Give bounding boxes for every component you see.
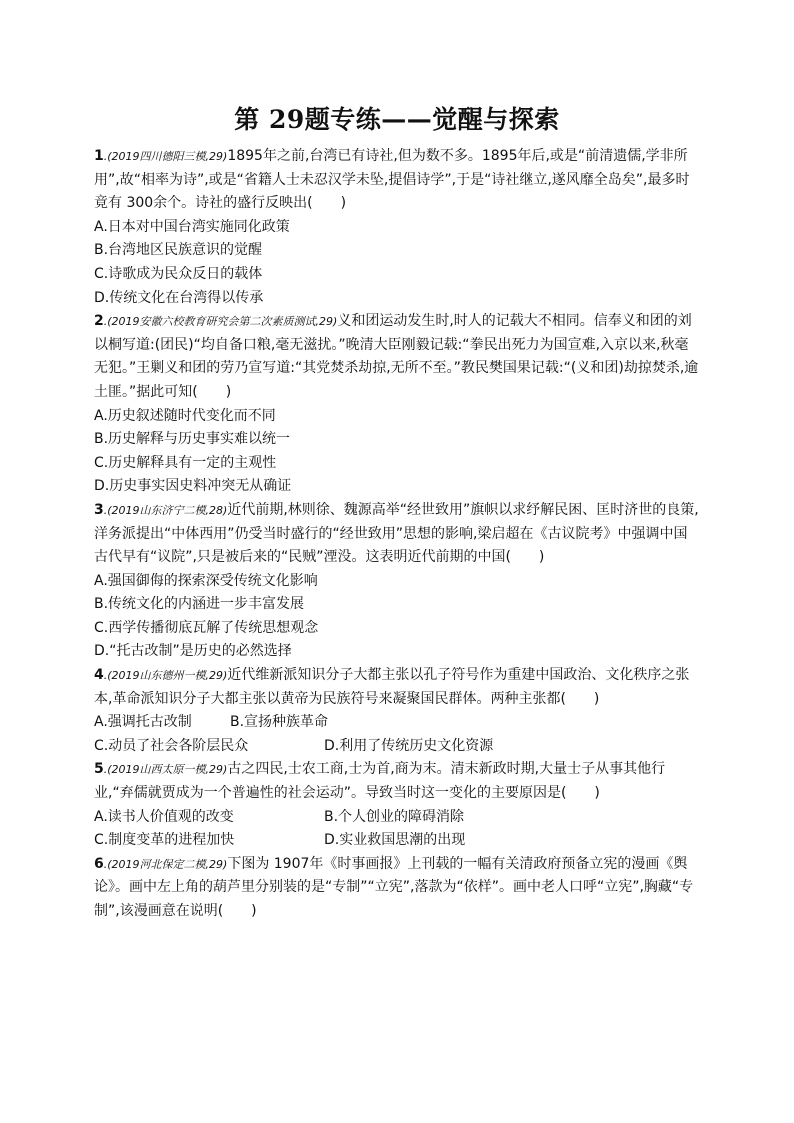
option-2d[interactable]: D.历史事实因史料冲突无从确证	[94, 478, 292, 495]
option-2c[interactable]: C.历史解释具有一定的主观性	[94, 454, 277, 471]
title-suffix: 题专练——觉醒与探索	[304, 105, 560, 134]
question-source: .(2019山西太原一模,29)	[103, 763, 228, 777]
option-row	[94, 711, 700, 735]
question-source: .(2019四川德阳三模,29)	[103, 150, 228, 163]
question-number: 3	[94, 501, 104, 518]
option-5d[interactable]: D.实业救国思潮的出现	[324, 832, 466, 849]
option-row	[94, 735, 700, 759]
option-3c[interactable]: C.西学传播彻底瓦解了传统思想观念	[94, 619, 319, 636]
question-2	[94, 310, 700, 404]
question-text: 古之四民,士农工商,士为首,商为末。清末新政时期,大量士子从事其他行业,“弃儒就贾成为一个普遍性的社会运动”。导致当时这一变化的主要原因是( )	[94, 761, 666, 802]
option-5c[interactable]: C.制度变革的进程加快	[94, 832, 235, 849]
option-1c[interactable]: C.诗歌成为民众反日的载体	[94, 265, 263, 282]
option-4d[interactable]: D.利用了传统历史文化资源	[324, 737, 494, 754]
question-list	[94, 145, 700, 924]
question-number: 2	[94, 313, 104, 330]
question-6	[94, 853, 700, 924]
question-number: 1	[94, 148, 104, 164]
question-text: 1895年之前,台湾已有诗社,但为数不多。1895年后,或是“前清遗儒,学非所用”,故“相率为诗”,或是“省籍人士未忍汉学未坠,提倡诗学”,于是“诗社继立,遂风靡全岛矣”,最多时竟有 300余个。诗社的盛行反映出( )	[94, 148, 690, 212]
question-5	[94, 758, 700, 805]
option-4b[interactable]: B.宣扬种族革命	[230, 714, 329, 731]
question-number: 5	[94, 761, 104, 778]
question-source: .(2019山东济宁二模,28)	[103, 503, 228, 517]
question-source: .(2019河北保定二模,29)	[103, 857, 228, 871]
question-1	[94, 145, 700, 216]
option-row	[94, 806, 700, 830]
question-number: 6	[94, 855, 104, 872]
title-prefix: 第	[234, 105, 269, 134]
option-1b[interactable]: B.台湾地区民族意识的觉醒	[94, 242, 263, 259]
question-text: 近代维新派知识分子大都主张以孔子符号作为重建中国政治、文化秩序之张本,革命派知识分子大都主张以黄帝为民族符号来凝聚国民群体。两种主张都( )	[94, 667, 690, 707]
option-1a[interactable]: A.日本对中国台湾实施同化政策	[94, 218, 290, 235]
question-3	[94, 499, 700, 570]
option-4a[interactable]: A.强调托古改制	[94, 714, 192, 731]
option-5a[interactable]: A.读书人价值观的改变	[94, 808, 234, 825]
question-text: 近代前期,林则徐、魏源高举“经世致用”旗帜以求纾解民困、匡时济世的良策,洋务派提出“中体西用”仍受当时盛行的“经世致用”思想的影响,梁启超在《古议院考》中强调中国古代早有“议院”,只是被后来的“民贼”湮没。这表明近代前期的中国( )	[94, 501, 699, 566]
question-text: 下图为 1907年《时事画报》上刊载的一幅有关清政府预备立宪的漫画《舆论》。画中左上角的葫芦里分别装的是“专制”“立宪”,落款为“依样”。画中老人口呼“立宪”,胸藏“专制”,该漫画意在说明( )	[94, 855, 694, 919]
question-source: .(2019山东德州一模,29)	[103, 669, 228, 683]
question-source: .(2019安徽六校教育研究会第二次素质测试,29)	[103, 315, 338, 329]
option-3a[interactable]: A.强国御侮的探索深受传统文化影响	[94, 572, 318, 589]
option-row	[94, 829, 700, 853]
option-4c[interactable]: C.动员了社会各阶层民众	[94, 737, 249, 754]
question-text: 义和团运动发生时,时人的记载大不相同。信奉义和团的刘以桐写道:(团民)“均自备口粮,毫无滋扰。”晚清大臣刚毅记载:“拳民出死力为国宣难,入京以来,秋毫无犯。”王剿义和团的劳乃宣写道:“其党焚杀劫掠,无所不至。”教民樊国果记载:“(义和团)劫掠焚杀,逾土匪。”据此可知( )	[94, 313, 699, 400]
option-1d[interactable]: D.传统文化在台湾得以传承	[94, 289, 264, 306]
option-2a[interactable]: A.历史叙述随时代变化而不同	[94, 407, 276, 424]
page-title	[0, 100, 794, 136]
option-3d[interactable]: D.“托古改制”是历史的必然选择	[94, 643, 292, 660]
option-3b[interactable]: B.传统文化的内涵进一步丰富发展	[94, 596, 305, 613]
title-number: 29	[268, 105, 305, 134]
question-4	[94, 664, 700, 711]
question-number: 4	[94, 667, 104, 684]
option-2b[interactable]: B.历史解释与历史事实难以统一	[94, 431, 291, 448]
option-5b[interactable]: B.个人创业的障碍消除	[324, 808, 465, 825]
